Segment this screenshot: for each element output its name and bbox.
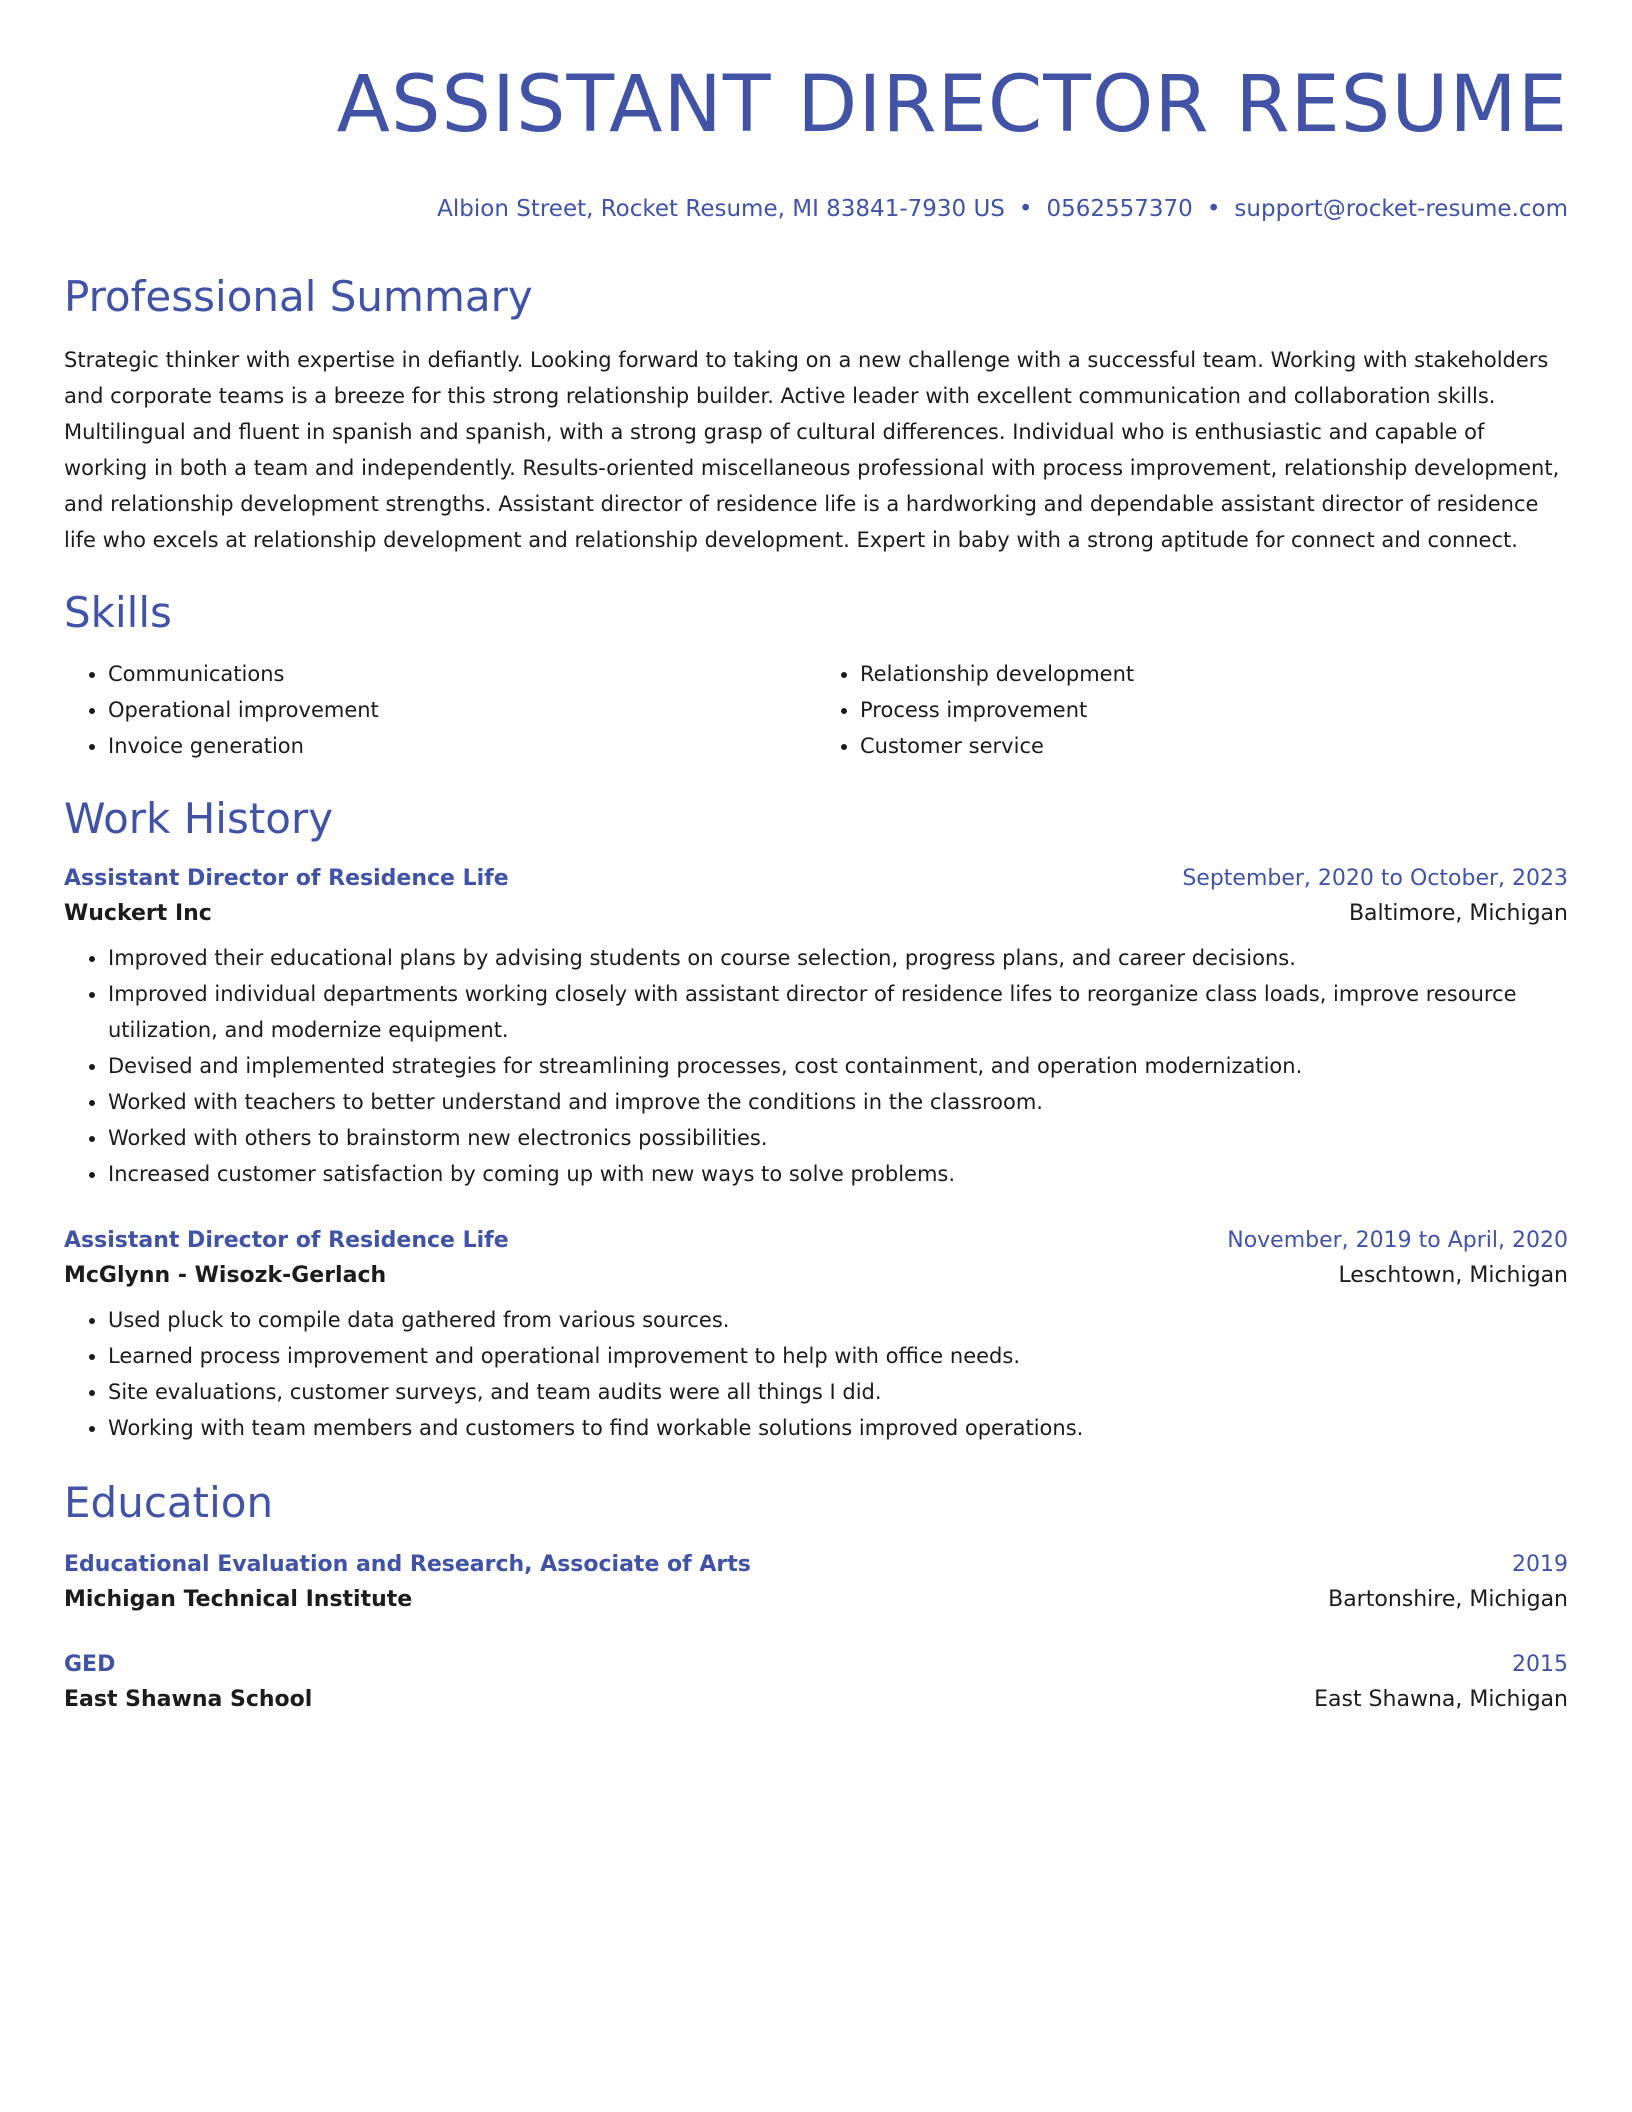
school-name: East Shawna School [64, 1687, 313, 1713]
job-bullet: • Working with team members and customers to find workable solutions improved operations. [108, 1410, 1568, 1446]
job-bullet: • Worked with teachers to better understand and improve the conditions in the classroom. [108, 1084, 1568, 1120]
job-bullets [64, 1302, 1568, 1446]
job-location: Leschtown, Michigan [1338, 1263, 1568, 1289]
skills-grid [64, 656, 1568, 764]
contact-separator: • [1206, 196, 1221, 223]
skill-item: • Invoice generation [108, 728, 816, 764]
education-header [64, 1652, 1568, 1677]
job-entry [64, 1228, 1568, 1446]
job-bullet: • Used pluck to compile data gathered from various sources. [108, 1302, 1568, 1338]
job-subheader [64, 901, 1568, 926]
school-location: East Shawna, Michigan [1314, 1687, 1568, 1713]
company-name: McGlynn - Wisozk-Gerlach [64, 1263, 387, 1289]
contact-separator: • [1018, 196, 1033, 223]
skill-item: • Customer service [860, 728, 1568, 764]
school-name: Michigan Technical Institute [64, 1587, 413, 1613]
resume-page [64, 0, 1568, 1712]
school-location: Bartonshire, Michigan [1328, 1587, 1568, 1613]
job-header [64, 866, 1568, 891]
job-entry [64, 866, 1568, 1192]
education-subheader [64, 1587, 1568, 1612]
contact-line [64, 196, 1568, 222]
job-title: Assistant Director of Residence Life [64, 866, 509, 892]
job-bullet: • Devised and implemented strategies for streamlining processes, cost containment, and operation modernization. [108, 1048, 1568, 1084]
summary-text: Strategic thinker with expertise in defiantly. Looking forward to taking on a new challenge with a successful team. Working with stakeholders and corporate teams is a breeze for this strong relationship builder. Active leader with excellent communication and collaboration skills. Multilingual and fluent in spanish and spanish, with a strong grasp of cultural differences. Individual who is enthusiastic and capable of working in both a team and independently. Results-oriented miscellaneous professional with process improvement, relationship development, and relationship development strengths. Assistant director of residence life is a hardworking and dependable assistant director of residence life who excels at relationship development and relationship development. Expert in baby with a strong aptitude for connect and connect. [64, 348, 1560, 553]
graduation-year: 2015 [1512, 1652, 1568, 1678]
job-bullet: • Worked with others to brainstorm new electronics possibilities. [108, 1120, 1568, 1156]
education-header [64, 1552, 1568, 1577]
job-location: Baltimore, Michigan [1348, 901, 1568, 927]
job-bullet: • Improved individual departments working closely with assistant director of residence lifes to reorganize class loads, improve resource utilization, and modernize equipment. [108, 976, 1568, 1048]
summary-heading: Professional Summary [64, 272, 533, 322]
skills-heading: Skills [64, 588, 172, 638]
skill-item: • Communications [108, 656, 816, 692]
skill-item: • Operational improvement [108, 692, 816, 728]
job-bullet: • Site evaluations, customer surveys, and team audits were all things I did. [108, 1374, 1568, 1410]
education-entry [64, 1552, 1568, 1612]
education-heading: Education [64, 1478, 274, 1528]
contact-phone: 0562557370 [1046, 196, 1193, 223]
job-dates: November, 2019 to April, 2020 [1227, 1228, 1568, 1254]
job-bullet: • Improved their educational plans by advising students on course selection, progress plans, and career decisions. [108, 940, 1568, 976]
skills-list-left [64, 656, 816, 764]
work-history-heading: Work History [64, 794, 334, 844]
resume-title: ASSISTANT DIRECTOR RESUME [336, 60, 1568, 150]
company-name: Wuckert Inc [64, 901, 212, 927]
job-title: Assistant Director of Residence Life [64, 1228, 509, 1254]
skill-item: • Relationship development [860, 656, 1568, 692]
degree: Educational Evaluation and Research, Associate of Arts [64, 1552, 751, 1578]
graduation-year: 2019 [1512, 1552, 1568, 1578]
job-dates: September, 2020 to October, 2023 [1182, 866, 1568, 892]
job-subheader [64, 1263, 1568, 1288]
contact-email: support@rocket-resume.com [1234, 196, 1568, 223]
job-bullet: • Learned process improvement and operational improvement to help with office needs. [108, 1338, 1568, 1374]
job-bullet: • Increased customer satisfaction by coming up with new ways to solve problems. [108, 1156, 1568, 1192]
job-bullets [64, 940, 1568, 1192]
education-subheader [64, 1687, 1568, 1712]
contact-address: Albion Street, Rocket Resume, MI 83841-7930 US [437, 196, 1005, 223]
job-header [64, 1228, 1568, 1253]
skills-list-right [816, 656, 1568, 764]
education-entry [64, 1652, 1568, 1712]
degree: GED [64, 1652, 116, 1678]
skill-item: • Process improvement [860, 692, 1568, 728]
